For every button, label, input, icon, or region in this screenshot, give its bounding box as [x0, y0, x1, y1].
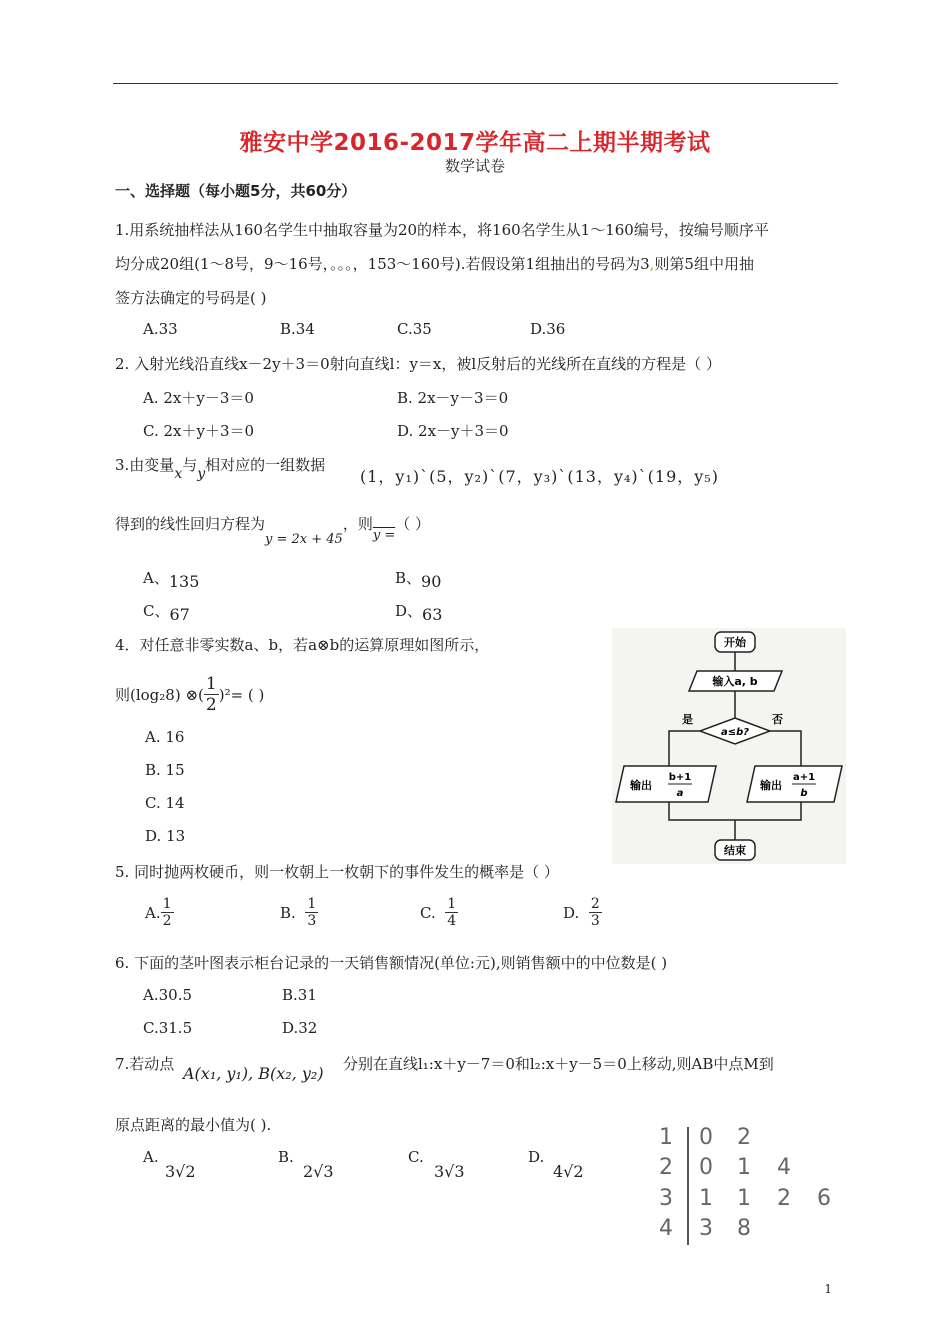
flow-output-left-label: 输出: [630, 779, 652, 792]
q3-option-d-label: D、: [395, 602, 423, 620]
q3-option-c: [143, 600, 190, 624]
q2-text: 2. 入射光线沿直线x－2y＋3＝0射向直线l：y＝x，被l反射后的光线所在直线的方程是（ ）: [115, 355, 721, 373]
stem-leaf-plot: [655, 1125, 840, 1245]
q3-line2a: 得到的线性回归方程为: [115, 515, 266, 533]
q6-option-c: C.31.5: [143, 1019, 193, 1037]
q1-option-b: B.34: [280, 320, 315, 338]
q1-line3: 签方法确定的号码是( ): [115, 289, 267, 307]
q5-b-num: 1: [307, 896, 317, 912]
q6-option-a: A.30.5: [143, 986, 192, 1004]
q5-option-d-frac: [589, 896, 602, 929]
section-heading: 一、选择题（每小题5分，共60分）: [115, 182, 357, 200]
flow-output-left-num: b+1: [668, 772, 692, 783]
q3-middle: 相对应的一组数据: [205, 456, 326, 474]
q3-line2c: （ ）: [395, 515, 430, 533]
q5-c-den: 4: [447, 913, 457, 929]
q1-line2a: 均分成20组(1～8号，9～16号，。。。，153～160号).若假设第1组抽出的号码为3: [115, 255, 650, 273]
exam-subtitle: 数学试卷: [444, 157, 505, 175]
q3-option-b: [395, 567, 442, 591]
q4-option-b: B. 15: [145, 761, 185, 779]
flow-start-text: 开始: [724, 636, 746, 649]
q5-text: 5. 同时抛两枚硬币，则一枚朝上一枚朝下的事件发生的概率是（ ）: [115, 863, 559, 881]
q3-prefix: 3.由变量: [115, 456, 175, 474]
q3-option-d-value: 63: [422, 605, 443, 624]
q1-line1: 1.用系统抽样法从160名学生中抽取容量为20的样本，将160名学生从1～160编号，按编号顺序平: [115, 221, 769, 239]
q5-option-c: [420, 896, 458, 929]
q5-a-num: 1: [162, 896, 172, 912]
page-number: 1: [824, 1282, 832, 1296]
q4-frac-num: 1: [205, 674, 217, 694]
exam-title: 雅安中学2016-2017学年高二上期半期考试: [239, 130, 711, 156]
flow-end-text: 结束: [724, 844, 746, 857]
q3-line1: [115, 454, 326, 482]
flowchart: [612, 628, 846, 864]
q3-option-b-label: B、: [395, 569, 422, 587]
q1-option-c: C.35: [397, 320, 432, 338]
flowchart-bg: [612, 628, 846, 864]
q7-option-d-value: 4√2: [553, 1162, 584, 1181]
q6-option-d: D.32: [282, 1019, 318, 1037]
q5-option-b: [280, 896, 318, 929]
q1-line2: [115, 253, 754, 274]
leaf: 1: [737, 1155, 751, 1180]
q5-option-b-frac: [305, 896, 318, 929]
q3-data-points: (1，y₁)`(5，y₂)`(7，y₃)`(13，y₄)`(19，y₅): [360, 467, 719, 486]
flow-output-right-num: a+1: [792, 772, 816, 783]
q4-fraction: [204, 674, 219, 715]
q1-option-a: A.33: [143, 320, 178, 338]
leaf: 8: [737, 1216, 751, 1241]
q5-option-b-label: B.: [280, 903, 296, 922]
q3-option-a-value: 135: [168, 572, 200, 591]
q5-d-num: 2: [590, 896, 600, 912]
flow-yes-label: 是: [682, 713, 693, 726]
q7-option-b-value: 2√3: [303, 1162, 334, 1181]
q2-option-b: B. 2x－y－3＝0: [397, 389, 509, 407]
stem-1: 1: [659, 1125, 673, 1150]
q7-suffix: 分别在直线l₁:x＋y－7＝0和l₂:x＋y－5＝0上移动,则AB中点M到: [343, 1055, 774, 1073]
q6-option-b: B.31: [282, 986, 317, 1004]
q7-option-b-label: B.: [278, 1148, 294, 1166]
q1-mark: ,: [649, 255, 655, 273]
q7-option-d-label: D.: [528, 1148, 545, 1166]
flow-input-text: 输入a, b: [712, 675, 758, 688]
q3-option-c-label: C、: [143, 602, 170, 620]
q3-option-d: [395, 600, 443, 624]
q5-option-d-label: D.: [563, 903, 580, 922]
q4-option-c: C. 14: [145, 794, 185, 812]
stem-3: 3: [659, 1186, 673, 1211]
q4-line1: 4．对任意非零实数a、b，若a⊗b的运算原理如图所示，: [115, 636, 490, 654]
leaf: 1: [737, 1186, 751, 1211]
q3-line2b: ，则: [342, 515, 373, 533]
q4-line2: [115, 674, 264, 715]
leaf: 0: [699, 1155, 713, 1180]
flow-output-right-label: 输出: [760, 779, 782, 792]
q3-and: 与: [182, 456, 198, 474]
q5-option-d: [563, 896, 602, 929]
q5-option-a-frac: [161, 896, 174, 929]
q3-regression-eq: y = 2x + 45: [265, 532, 343, 547]
flow-decision-text: a≤b?: [720, 727, 750, 738]
q1-line2c: 则第5组中用抽: [654, 255, 754, 273]
q4-line2a: 则(log₂8) ⊗(: [115, 686, 204, 704]
q7-option-c-value: 3√3: [434, 1162, 465, 1181]
flow-output-left-den: a: [676, 788, 684, 799]
leaf: 2: [777, 1186, 791, 1211]
q5-b-den: 3: [307, 913, 317, 929]
q5-a-den: 2: [162, 913, 172, 929]
q3-var-y: y: [197, 466, 206, 482]
q6-text: 6. 下面的茎叶图表示柜台记录的一天销售额情况(单位:元),则销售额中的中位数是( ): [115, 954, 668, 972]
q3-option-a-label: A、: [143, 569, 169, 587]
flow-no-label: 否: [772, 713, 783, 726]
q2-option-c: C. 2x＋y＋3＝0: [143, 422, 255, 440]
q2-option-d: D. 2x－y＋3＝0: [397, 422, 509, 440]
q7-line2: 原点距离的最小值为( ).: [115, 1116, 272, 1134]
q7-option-a-label: A.: [143, 1148, 159, 1166]
stem-leaf-divider: [687, 1127, 689, 1245]
leaf: 3: [699, 1216, 713, 1241]
q7-points: A(x₁, y₁), B(x₂, y₂): [183, 1064, 324, 1083]
leaf: 2: [737, 1125, 751, 1150]
q7-prefix: 7.若动点: [115, 1055, 175, 1073]
q4-frac-den: 2: [205, 695, 217, 715]
flow-output-right-den: b: [800, 788, 808, 799]
q5-d-den: 3: [590, 913, 600, 929]
q3-var-x: x: [174, 466, 183, 482]
leaf: 0: [699, 1125, 713, 1150]
leaf: 4: [777, 1155, 791, 1180]
q4-option-d: D. 13: [145, 827, 186, 845]
q5-c-num: 1: [447, 896, 457, 912]
q1-option-d: D.36: [530, 320, 566, 338]
q5-option-a: [145, 896, 174, 929]
leaf: 1: [699, 1186, 713, 1211]
q2-option-a: A. 2x＋y－3＝0: [143, 389, 254, 407]
q5-option-a-label: A.: [145, 903, 161, 922]
header-rule: [113, 83, 838, 84]
q5-option-c-label: C.: [420, 903, 436, 922]
q3-option-c-value: 67: [169, 605, 190, 624]
stem-4: 4: [659, 1216, 673, 1241]
leaf: 6: [817, 1186, 831, 1211]
q3-ybar: y =: [372, 528, 396, 543]
q3-option-b-value: 90: [421, 572, 442, 591]
q5-option-c-frac: [445, 896, 458, 929]
q4-line2b: )²= ( ): [218, 685, 265, 704]
stem-2: 2: [659, 1155, 673, 1180]
q3-line2: [115, 513, 430, 547]
q4-option-a: A. 16: [145, 728, 185, 746]
q3-option-a: [143, 567, 200, 591]
q7-option-c-label: C.: [408, 1148, 424, 1166]
q7-option-a-value: 3√2: [165, 1162, 196, 1181]
